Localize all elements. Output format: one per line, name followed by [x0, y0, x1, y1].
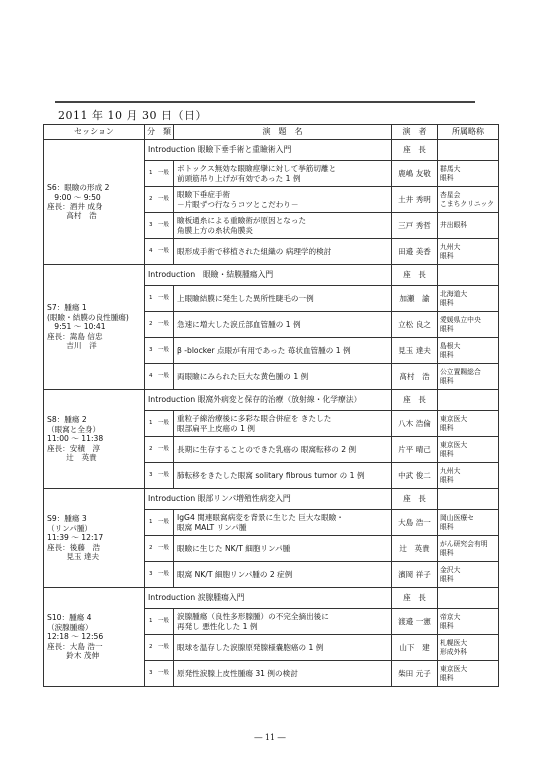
presentation-title: 眼窩 NK/T 細胞リンパ腫の 2 症例 — [174, 562, 392, 588]
speaker-affiliation: 群馬大 眼科 — [438, 161, 499, 187]
speaker-name: 片平 晴己 — [392, 437, 438, 463]
speaker-affiliation: 愛媛県立中央 眼科 — [438, 312, 499, 338]
speaker-name: 髙村 浩 — [392, 364, 438, 390]
speaker-affiliation: 金沢大 眼科 — [438, 562, 499, 588]
top-rule — [55, 101, 475, 103]
intro-title: Introduction 涙腺腫瘍入門 — [145, 588, 392, 609]
header-speaker: 演 者 — [392, 125, 438, 140]
presentation-title: 急速に増大した涙丘部血管腫の 1 例 — [174, 312, 392, 338]
presentation-title: 涙腺腫瘍（良性多形腺腫）の不完全摘出後に 再発し 悪性化した 1 例 — [174, 609, 392, 635]
session-label: S8：腫瘍 2 （眼窩と全身） 11:00 ～ 11:38 座長：安積 淳 辻 英貴 — [44, 390, 145, 489]
presentation-number: 3 一般 — [145, 213, 174, 239]
speaker-name: 大島 浩一 — [392, 510, 438, 536]
session-label: S7：腫瘍 1 (眼瞼・結膜の良性腫瘍) 9:51 ～ 10:41 座長：嵩島 信忠 吉川 洋 — [44, 265, 145, 390]
presentation-title: 眼瞼下垂症手術 －片眼ずつ行なうコツとこだわり－ — [174, 187, 392, 213]
presentation-title: 眼形成手術で移植された組織の 病理学的検討 — [174, 239, 392, 265]
presentation-number: 1 一般 — [145, 411, 174, 437]
speaker-affiliation: 井出眼科 — [438, 213, 499, 239]
intro-title: Introduction 眼部リンパ増殖性病変入門 — [145, 489, 392, 510]
speaker-name: 加瀬 諭 — [392, 286, 438, 312]
speaker-name: 土井 秀明 — [392, 187, 438, 213]
intro-title: Introduction 眼瞼下垂手術と重瞼術入門 — [145, 140, 392, 161]
presentation-number: 3 一般 — [145, 463, 174, 489]
speaker-name: 立松 良之 — [392, 312, 438, 338]
intro-aff-empty — [438, 140, 499, 161]
presentation-title: 両眼瞼にみられた巨大な黄色腫の 1 例 — [174, 364, 392, 390]
presentation-title: ボトックス無効な眼瞼痙攣に対して挙筋切離と 前頭筋吊り上げが有効であった 1 例 — [174, 161, 392, 187]
intro-row — [44, 390, 499, 411]
speaker-name: 辻 英貴 — [392, 536, 438, 562]
presentation-title: 上眼瞼結膜に発生した異所性睫毛の一例 — [174, 286, 392, 312]
session-label: S10：腫瘍 4 （涙腺腫瘍） 12:18 ～ 12:56 座長：大島 浩一 鈴木 茂伸 — [44, 588, 145, 687]
chair-role: 座 長 — [392, 140, 438, 161]
speaker-affiliation: 札幌医大 形成外科 — [438, 635, 499, 661]
speaker-name: 山下 建 — [392, 635, 438, 661]
presentation-number: 3 一般 — [145, 338, 174, 364]
presentation-number: 4 一般 — [145, 239, 174, 265]
presentation-number: 1 一般 — [145, 609, 174, 635]
presentation-number: 1 一般 — [145, 286, 174, 312]
presentation-title: 眼瞼に生じた NK/T 細胞リンパ腫 — [174, 536, 392, 562]
header-category: 分 類 — [145, 125, 174, 140]
speaker-name: 柴田 元子 — [392, 661, 438, 687]
chair-role: 座 長 — [392, 588, 438, 609]
presentation-title: β -blocker 点眼が有用であった 苺状血管腫の 1 例 — [174, 338, 392, 364]
speaker-affiliation: 九州大 眼科 — [438, 463, 499, 489]
presentation-title: 瞼板通糸による重瞼術が原因となった 角膜上方の糸状角膜炎 — [174, 213, 392, 239]
intro-row — [44, 489, 499, 510]
presentation-title: 長期に生存することのできた乳癌の 眼窩転移の 2 例 — [174, 437, 392, 463]
speaker-affiliation: 杏星会 こまちクリニック — [438, 187, 499, 213]
presentation-title: 眼球を温存した涙腺原発腺様嚢胞癌の 1 例 — [174, 635, 392, 661]
intro-aff-empty — [438, 265, 499, 286]
presentation-title: 重粒子線治療後に多彩な眼合併症を きたした 眼部扁平上皮癌の 1 例 — [174, 411, 392, 437]
page-number: ― 11 ― — [254, 733, 286, 742]
presentation-title: 原発性涙腺上皮性腫瘍 31 例の検討 — [174, 661, 392, 687]
speaker-name: 見玉 達夫 — [392, 338, 438, 364]
speaker-name: 三戸 秀哲 — [392, 213, 438, 239]
presentation-title: IgG4 関連眼窩病変を背景に生じた 巨大な眼瞼・ 眼窩 MALT リンパ腫 — [174, 510, 392, 536]
session-label: S6：眼瞼の形成 2 9:00 ～ 9:50 座長：酒井 成身 高村 浩 — [44, 140, 145, 265]
speaker-name: 中武 俊二 — [392, 463, 438, 489]
presentation-number: 2 一般 — [145, 312, 174, 338]
intro-row — [44, 588, 499, 609]
schedule-table — [43, 124, 499, 687]
speaker-affiliation: 島根大 眼科 — [438, 338, 499, 364]
speaker-affiliation: 九州大 眼科 — [438, 239, 499, 265]
presentation-title: 肺転移をきたした眼窩 solitary fibrous tumor の 1 例 — [174, 463, 392, 489]
header-affiliation: 所属略称 — [438, 125, 499, 140]
intro-title: Introduction 眼窩外病変と保存的治療（放射線・化学療法） — [145, 390, 392, 411]
intro-aff-empty — [438, 588, 499, 609]
header-title: 演 題 名 — [174, 125, 392, 140]
presentation-number: 4 一般 — [145, 364, 174, 390]
presentation-number: 2 一般 — [145, 187, 174, 213]
intro-aff-empty — [438, 390, 499, 411]
chair-role: 座 長 — [392, 265, 438, 286]
presentation-number: 2 一般 — [145, 635, 174, 661]
intro-aff-empty — [438, 489, 499, 510]
presentation-number: 3 一般 — [145, 661, 174, 687]
chair-role: 座 長 — [392, 390, 438, 411]
speaker-affiliation: 東京医大 眼科 — [438, 437, 499, 463]
intro-row — [44, 140, 499, 161]
session-label: S9：腫瘍 3 （リンパ腫） 11:39 ～ 12:17 座長：後藤 浩 見玉 達夫 — [44, 489, 145, 588]
speaker-name: 田邉 美香 — [392, 239, 438, 265]
header-row — [44, 125, 499, 140]
speaker-name: 八木 浩倫 — [392, 411, 438, 437]
page-date: 2011 年 10 月 30 日（日） — [58, 109, 207, 122]
speaker-affiliation: 北海道大 眼科 — [438, 286, 499, 312]
speaker-affiliation: 東京医大 眼科 — [438, 661, 499, 687]
speaker-affiliation: 岡山医療セ 眼科 — [438, 510, 499, 536]
speaker-affiliation: 東京医大 眼科 — [438, 411, 499, 437]
speaker-name: 鹿嶋 友敬 — [392, 161, 438, 187]
presentation-number: 3 一般 — [145, 562, 174, 588]
intro-row — [44, 265, 499, 286]
speaker-name: 濱岡 祥子 — [392, 562, 438, 588]
speaker-affiliation: 公立置賜総合 眼科 — [438, 364, 499, 390]
presentation-number: 1 一般 — [145, 510, 174, 536]
speaker-affiliation: がん研究会有明 眼科 — [438, 536, 499, 562]
speaker-name: 渡邉 一憲 — [392, 609, 438, 635]
header-session: セッション — [44, 125, 145, 140]
chair-role: 座 長 — [392, 489, 438, 510]
presentation-number: 2 一般 — [145, 536, 174, 562]
presentation-number: 2 一般 — [145, 437, 174, 463]
presentation-number: 1 一般 — [145, 161, 174, 187]
speaker-affiliation: 帝京大 眼科 — [438, 609, 499, 635]
intro-title: Introduction 眼瞼・結膜腫瘍入門 — [145, 265, 392, 286]
